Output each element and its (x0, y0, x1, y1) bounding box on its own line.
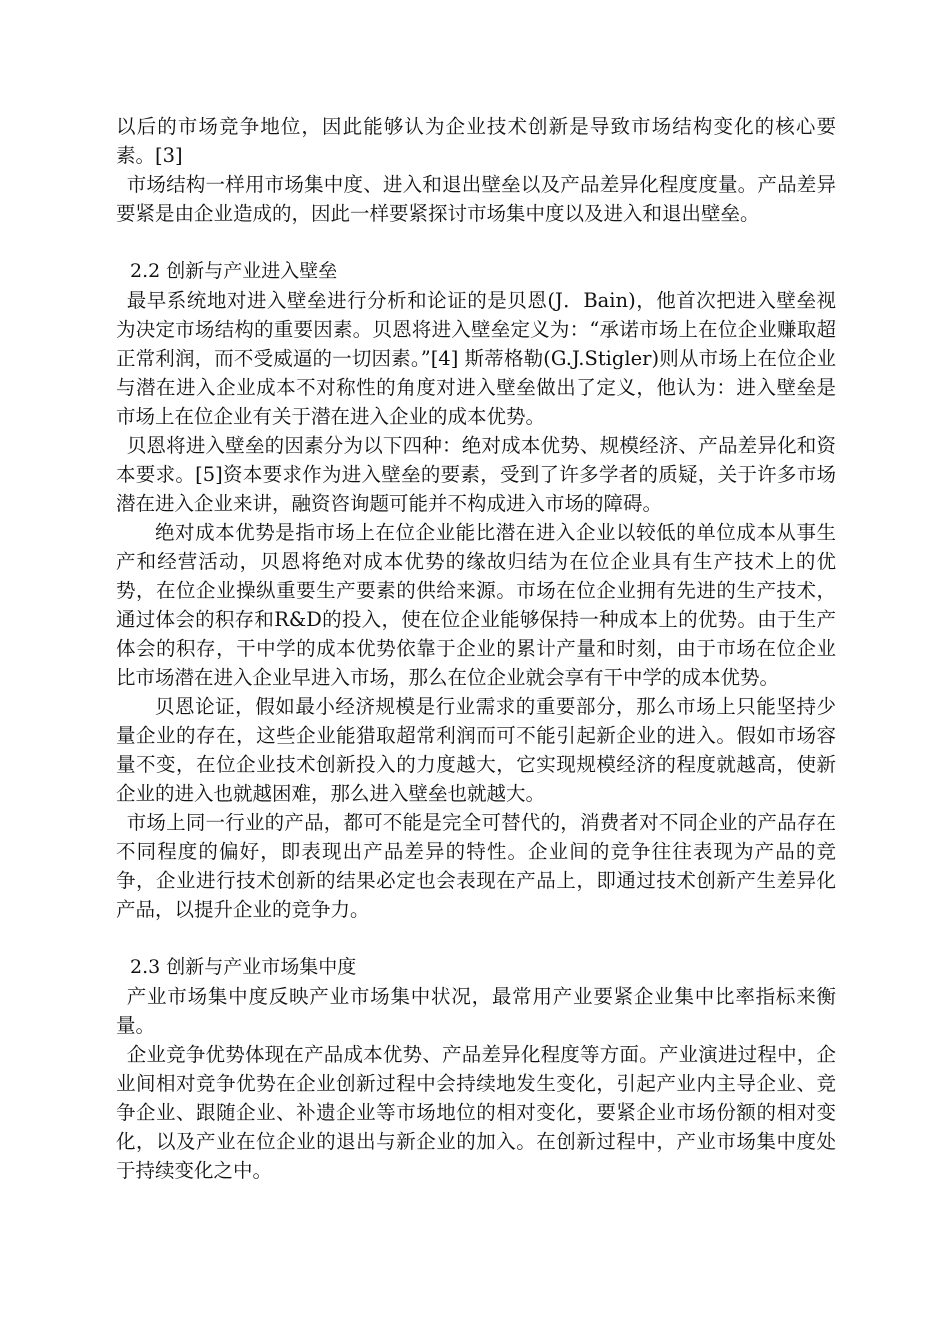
paragraph-barrier-factors: 贝恩将进入壁垒的因素分为以下四种：绝对成本优势、规模经济、产品差异化和资本要求。[5]资本要求作为进入壁垒的要素，受到了许多学者的质疑，关于许多市场潜在进入企业来讲，融资咨询题可能并不构成进入市场的障碍。 (116, 434, 836, 515)
section-heading-2-3: 2.3 创新与产业市场集中度 (130, 956, 357, 978)
paragraph-intro-conclusion: 以后的市场竞争地位，因此能够认为企业技术创新是导致市场结构变化的核心要素。[3] (116, 115, 836, 167)
paragraph-economies-of-scale: 贝恩论证，假如最小经济规模是行业需求的重要部分，那么市场上只能坚持少量企业的存在，这些企业能猎取超常利润而可不能引起新企业的进入。假如市场容量不变，在位企业技术创新投入的力度越大，它实现规模经济的程度就越高，使新企业的进入也就越困难，那么进入壁垒也就越大。 (116, 695, 836, 805)
paragraph-absolute-cost: 绝对成本优势是指市场上在位企业能比潜在进入企业以较低的单位成本从事生产和经营活动，贝恩将绝对成本优势的缘故归结为在位企业具有生产技术上的优势，在位企业操纵重要生产要素的供给来源。市场在位企业拥有先进的生产技术，通过体会的积存和R&D的投入，使在位企业能够保持一种成本上的优势。由于生产体会的积存，干中学的成本优势依靠于企业的累计产量和时刻，由于市场在位企业比市场潜在进入企业早进入市场，那么在位企业就会享有干中学的成本优势。 (116, 521, 836, 689)
document-page (116, 112, 836, 1185)
section-heading-2-2: 2.2 创新与产业进入壁垒 (130, 260, 338, 282)
paragraph-bain-definition: 最早系统地对进入壁垒进行分析和论证的是贝恩(J．Bain)，他首次把进入壁垒视为决定市场结构的重要因素。贝恩将进入壁垒定义为：“承诺市场上在位企业赚取超正常利润，而不受威逼的一切因素。”[4] 斯蒂格勒(G.J.Stigler)则从市场上在位企业与潜在进入企业成本不对称性的角度对进入壁垒做出了定义，他认为：进入壁垒是市场上在位企业有关于潜在进入企业的成本优势。 (116, 289, 836, 428)
blank-line (116, 228, 836, 257)
paragraph-product-differentiation: 市场上同一行业的产品，都可不能是完全可替代的，消费者对不同企业的产品存在不同程度的偏好，即表现出产品差异的特性。企业间的竞争往往表现为产品的竞争，企业进行技术创新的结果必定也会表现在产品上，即通过技术创新产生差异化产品，以提升企业的竞争力。 (116, 811, 836, 921)
blank-line (116, 924, 836, 953)
paragraph-competitive-advantage: 企业竞争优势体现在产品成本优势、产品差异化程度等方面。产业演进过程中，企业间相对竞争优势在企业创新过程中会持续地发生变化，引起产业内主导企业、竞争企业、跟随企业、补遗企业等市场地位的相对变化，要紧企业市场份额的相对变化，以及产业在位企业的退出与新企业的加入。在创新过程中，产业市场集中度处于持续变化之中。 (116, 1043, 836, 1182)
paragraph-concentration-measure: 产业市场集中度反映产业市场集中状况，最常用产业要紧企业集中比率指标来衡量。 (116, 985, 836, 1037)
paragraph-market-structure: 市场结构一样用市场集中度、进入和退出壁垒以及产品差异化程度度量。产品差异要紧是由企业造成的，因此一样要紧探讨市场集中度以及进入和退出壁垒。 (116, 173, 836, 225)
